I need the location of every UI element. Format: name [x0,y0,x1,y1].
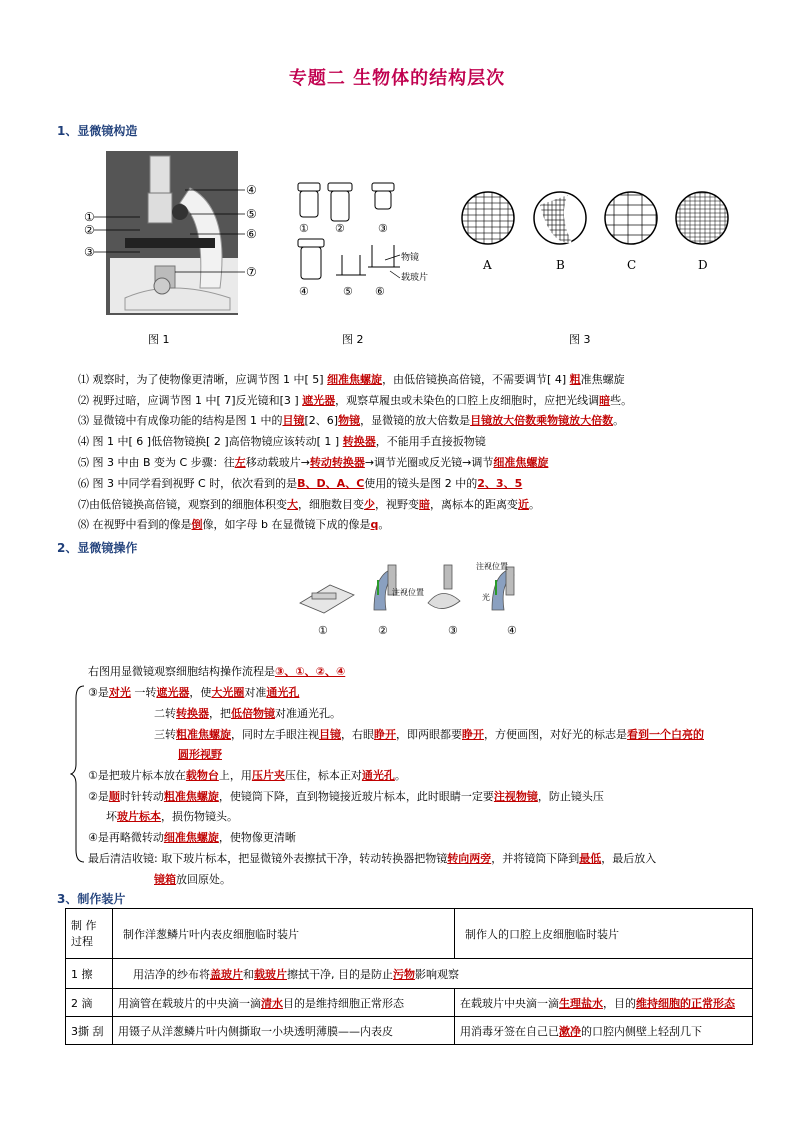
s3-text-mid: ，使 [189,686,212,699]
s2-text-l2: 坏 [106,810,117,823]
header-process-line2: 过程 [71,934,93,948]
s1-text-mid2: 压住，标本正对 [284,769,362,782]
q6-text: ⑹ 图 3 中同学看到视野 C 时，依次看到的是 [78,477,298,490]
step-label-4: ④ [507,624,517,637]
section-heading-structure: 1、显微镜构造 [57,124,138,138]
fig2-label-5: ⑤ [343,285,353,298]
fig2-label-4: ④ [299,285,309,298]
fig3-label-b: B [556,258,565,272]
question-4 [78,434,486,449]
s3-answer-3: 大光圈 [211,686,245,699]
q5-text-mid: 移动载玻片→ [245,456,310,469]
step3-line-2 [154,706,341,721]
q7-text-mid2: ，视野变 [375,498,419,511]
q8-answer-2: q [370,518,379,531]
fig1-label-6: ⑥ [246,227,257,241]
question-1 [78,372,625,387]
s3c-text-mid4: ，方便画图，对好光的标志是 [484,728,627,741]
fig2-label-2: ② [335,222,345,235]
step-label-1: ① [318,624,328,637]
operation-intro [88,664,345,679]
row2-right-text-mid: ，目的 [603,996,636,1010]
s4-answer-1: 细准焦螺旋 [163,831,219,844]
row1-answer-1: 盖玻片 [210,967,243,981]
row3-right [455,1017,753,1045]
s1-text-mid: 上，用 [218,769,252,782]
fig1-label-3: ③ [84,245,95,259]
row2-step: 2 滴 [66,989,113,1017]
q6-text-mid: 使用的镜头是图 2 中的 [364,477,478,490]
q4-answer-1: 转换器 [342,435,376,448]
q1-answer-2: 粗 [569,373,581,386]
row2-left-answer: 清水 [261,996,283,1010]
intro-answer: ③、①、②、④ [275,665,346,678]
s3-text: ③是 [88,686,109,699]
s5-answer-3: 镜箱 [154,873,176,886]
question-7 [78,497,540,512]
step1-line [88,768,406,783]
q3-text-mid: [2、6] [304,414,339,427]
row3-right-answer: 漱净 [559,1024,581,1038]
s3b-answer-1: 转换器 [176,707,209,720]
q5-text: ⑸ 图 3 中由 B 变为 C 步骤：往 [78,456,235,469]
s5-answer-1: 转向两旁 [447,852,492,865]
s5-text-mid2: ，最后放入 [601,852,657,865]
q6-answer-2: 2、3、5 [477,477,523,490]
s4-text-end: ，使物像更清晰 [218,831,296,844]
fig2-caption: 图 2 [342,333,364,346]
gaze-note-2: 注视位置 [476,562,508,571]
header-process [66,909,113,959]
s3c-text: 三转 [154,728,176,741]
s3-answer-2: 遮光器 [156,686,190,699]
s4-text: ④是再略微转动 [88,831,164,844]
fig1-label-2: ② [84,223,95,237]
s3-text-mid2: 对准 [244,686,267,699]
step2-line [88,789,604,804]
s2-text-mid: 时针转动 [119,790,164,803]
s1-text-end: 。 [394,769,406,782]
row2-right [455,989,753,1017]
s2-text: ②是 [88,790,109,803]
q7-answer-4: 近 [518,498,529,511]
light-note: 光 [482,593,490,602]
q5-answer-1: 左 [234,456,246,469]
q7-answer-1: 大 [287,498,298,511]
q3-answer-1: 目镜 [282,414,305,427]
s5-answer-2: 最低 [579,852,602,865]
fig1-label-4: ④ [246,183,257,197]
question-2 [78,393,632,408]
q8-text: ⑻ 在视野中看到的像是 [78,518,192,531]
q3-answer-2: 物镜 [338,414,361,427]
s5-text-end: 放回原处。 [176,873,231,886]
q1-text: ⑴ 观察时，为了使物像更清晰，应调节图 1 中[ 5] [78,373,328,386]
microscope-views [460,185,730,255]
table-row [66,959,753,989]
step3-line [88,685,299,700]
fig2-note-objective: 物镜 [401,253,420,263]
row1-text: 用洁净的纱布将 [133,967,210,981]
row1-step: 1 擦 [66,959,113,989]
q1-text-mid: ，由低倍镜换高倍镜，不需要调节[ 4] [382,373,570,386]
row2-left [113,989,455,1017]
s3c-text-mid: ，同时左手眼注视 [231,728,319,741]
s3-text-1: 一转 [134,686,157,699]
q2-text-end: 些。 [610,394,633,407]
s1-answer-1: 载物台 [185,769,219,782]
s2-answer-2: 粗准焦螺旋 [163,790,219,803]
s3c-answer-6: 圆形视野 [178,748,222,761]
row1-text-end: 影响观察 [415,967,459,981]
q1-answer-1: 细准焦螺旋 [327,373,383,386]
s2-answer-4: 玻片标本 [117,810,161,823]
intro-text: 右图用显微镜观察细胞结构操作流程是 [88,665,275,678]
header-process-line1: 制 作 [71,918,97,932]
q3-text: ⑶ 显微镜中有成像功能的结构是图 1 中的 [78,414,283,427]
question-6 [78,476,522,491]
q5-text-mid2: →调节光圈或反光镜→调节 [364,456,494,469]
fig1-label-7: ⑦ [246,265,257,279]
q7-text-mid3: ，离标本的距离变 [430,498,518,511]
fig3-label-d: D [698,258,708,272]
cleanup-line [88,851,656,866]
q3-text-end: 。 [613,414,625,427]
fig3-label-c: C [627,258,637,272]
s2-text-end: ，损伤物镜头。 [161,810,238,823]
step3-line-3 [154,727,704,742]
q8-text-end: 。 [378,518,390,531]
q8-answer-1: 倒 [191,518,203,531]
q5-answer-3: 细准焦螺旋 [493,456,549,469]
row3-step: 3撕 刮 [66,1017,113,1045]
page-title: 专题二 生物体的结构层次 [288,68,506,89]
row1-answer-3: 污物 [393,967,415,981]
slide-prep-table [65,908,753,1045]
question-8 [78,517,389,532]
row2-left-text: 用滴管在载玻片的中央滴一滴 [118,996,261,1010]
s2-text-mid3: ，防止镜头压 [537,790,604,803]
row3-right-text-end: 的口腔内侧壁上轻刮几下 [581,1024,702,1038]
q7-answer-2: 少 [364,498,375,511]
question-5 [78,455,548,470]
fig3-caption: 图 3 [569,333,591,346]
s3c-answer-5: 看到一个白亮的 [627,728,704,741]
row1-text-mid: 和 [243,967,254,981]
q7-text-mid: ，细胞数目变 [298,498,364,511]
row2-right-answer-1: 生理盐水 [559,996,603,1010]
q4-text-end: ，不能用手直接扳物镜 [375,435,486,448]
s3b-answer-2: 低倍物镜 [231,707,275,720]
q7-answer-3: 暗 [419,498,430,511]
table-row [66,989,753,1017]
gaze-note-1: 注视位置 [392,588,424,597]
fig1-label-5: ⑤ [246,207,257,221]
q1-text-end: 准焦螺旋 [580,373,625,386]
fig2-note-slide: 载玻片 [401,273,429,283]
fig2-label-6: ⑥ [375,285,385,298]
row3-left: 用镊子从洋葱鳞片叶内侧撕取一小块透明薄膜——内表皮 [113,1017,455,1045]
fig2-label-1: ① [299,222,309,235]
step4-line [88,830,296,845]
table-header-row [66,909,753,959]
question-3 [78,413,624,428]
fig3-label-a: A [483,258,492,272]
s3b-text-end: 对准通光孔。 [275,707,341,720]
row3-right-text: 用消毒牙签在自己已 [460,1024,559,1038]
q3-answer-3: 目镜放大倍数乘物镜放大倍数 [470,414,614,427]
row2-right-text: 在载玻片中央滴一滴 [460,996,559,1010]
s5-text-mid: ，并将镜筒下降到 [491,852,580,865]
s1-answer-3: 通光孔 [361,769,395,782]
s3b-text: 二转 [154,707,176,720]
row1-answer-2: 载玻片 [254,967,287,981]
row2-right-answer-2: 维持细胞的正常形态 [636,996,735,1010]
s3c-answer-2: 目镜 [319,728,341,741]
q2-text: ⑵ 视野过暗，应调节图 1 中[ 7]反光镜和[3 ] [78,394,303,407]
q8-text-mid: 像，如字母 b 在显微镜下成的像是 [202,518,371,531]
q2-answer-2: 暗 [599,394,611,407]
s5-text: 最后清洁收镜: 取下玻片标本，把显微镜外表擦拭干净，转动转换器把物镜 [88,852,448,865]
s2-answer-1: 顺 [108,790,120,803]
s3c-text-mid2: ，右眼 [341,728,374,741]
brace-bracket [70,684,86,864]
q7-text-end: 。 [529,498,540,511]
s3c-answer-1: 粗准焦螺旋 [176,728,231,741]
s3-answer-1: 对光 [108,686,131,699]
q4-text: ⑷ 图 1 中[ 6 ]低倍物镜换[ 2 ]高倍物镜应该转动[ 1 ] [78,435,343,448]
q6-answer-1: B、D、A、C [297,477,365,490]
s3-answer-4: 通光孔 [266,686,300,699]
q3-text-mid2: ，显微镜的放大倍数是 [360,414,471,427]
fig2-label-3: ③ [378,222,388,235]
s2-answer-3: 注视物镜 [493,790,538,803]
s3c-answer-4: 睁开 [462,728,484,741]
row1-text-mid2: 擦拭干净, 目的是防止 [287,967,393,981]
step3-line-4 [178,747,222,762]
section-heading-operation: 2、显微镜操作 [57,541,138,555]
step2-line-2 [106,809,238,824]
step-label-3: ③ [448,624,458,637]
header-onion: 制作洋葱鳞片叶内表皮细胞临时装片 [113,909,455,959]
q7-text: ⑺由低倍镜换高倍镜，观察到的细胞体积变 [78,498,287,511]
fig1-label-1: ① [84,210,95,224]
s3c-answer-3: 睁开 [374,728,396,741]
s1-answer-2: 压片夹 [251,769,285,782]
s1-text: ①是把玻片标本放在 [88,769,186,782]
s3b-text-mid: ，把 [209,707,231,720]
step-label-2: ② [378,624,388,637]
cleanup-line-2 [154,872,231,887]
q2-text-mid: ，观察草履虫或未染色的口腔上皮细胞时，应把光线调 [335,394,600,407]
lens-diagram [290,175,420,305]
header-cheek: 制作人的口腔上皮细胞临时装片 [455,909,753,959]
q2-answer-1: 遮光器 [302,394,336,407]
s2-text-mid2: ，使镜筒下降，直到物镜接近玻片标本，此时眼睛一定要 [218,790,494,803]
q5-answer-2: 转动转换器 [309,456,365,469]
row2-left-text-end: 目的是维持细胞正常形态 [283,996,404,1010]
table-row [66,1017,753,1045]
section-heading-slides: 3、制作装片 [57,892,126,906]
fig1-caption: 图 1 [148,333,170,346]
s3c-text-mid3: ，即两眼都要 [396,728,462,741]
row1-content [113,959,753,989]
